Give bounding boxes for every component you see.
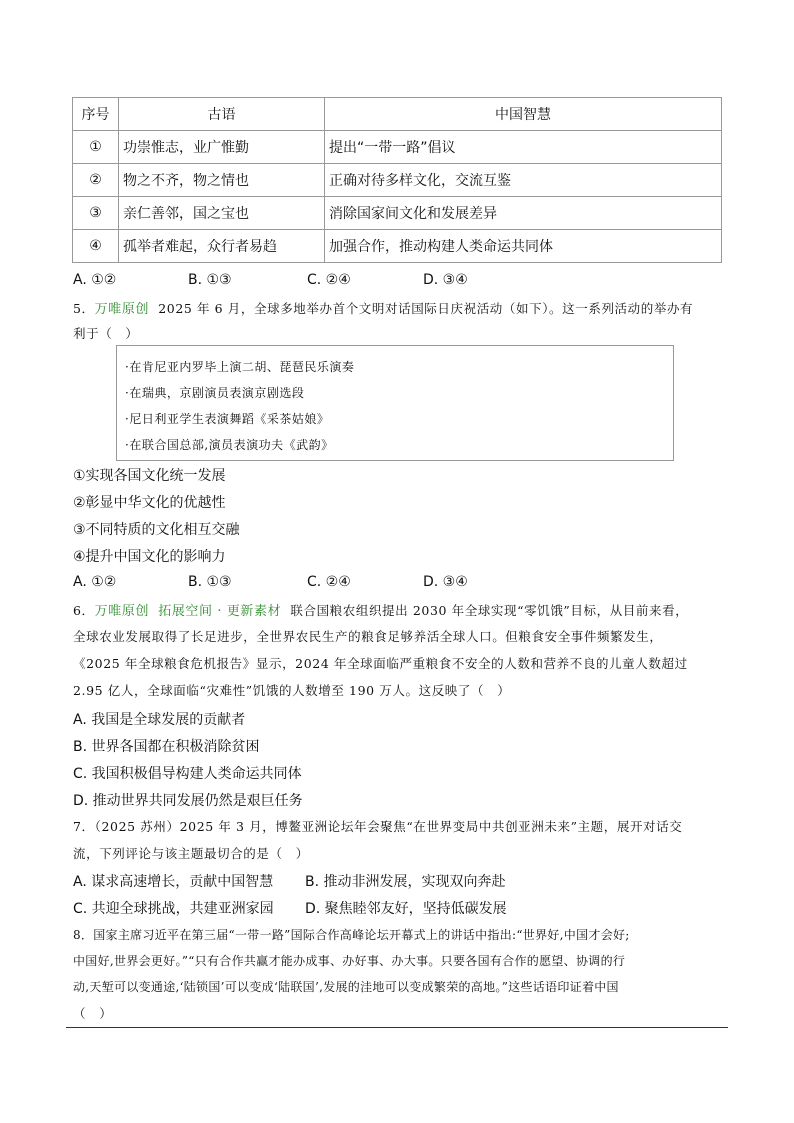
q6-option-d[interactable]: D. 推动世界共同发展仍然是艰巨任务 — [73, 793, 303, 809]
table-cell-wisdom: 消除国家间文化和发展差异 — [325, 197, 722, 230]
q6-source-tag: 万唯原创 — [94, 604, 150, 619]
table-header-row — [73, 98, 722, 131]
q8-stem-line4: （ ） — [73, 1006, 113, 1021]
q5-box-item: ·在肯尼亚内罗毕上演二胡、琵琶民乐演奏 — [125, 360, 355, 374]
q8-stem-line3: 动,天堑可以变通途,‘陆锁国’可以变成‘陆联国’,发展的洼地可以变成繁荣的高地。”这些话语印证着中国 — [73, 980, 619, 994]
q8-stem-line2: 中国好,世界会更好。”“只有合作共赢才能办成事、办好事、办大事。只要各国有合作的愿望、协调的行 — [73, 954, 626, 968]
table-cell-ancient: 亲仁善邻，国之宝也 — [119, 197, 325, 230]
table-cell-index: ④ — [73, 230, 119, 263]
q5-option-d[interactable]: D. ③④ — [423, 574, 468, 590]
table-header-index: 序号 — [73, 98, 119, 131]
q4-option-d[interactable]: D. ③④ — [423, 272, 468, 288]
q5-number: 5． — [73, 301, 95, 316]
q6-number: 6． — [73, 603, 95, 618]
q5-box-item: ·在瑞典，京剧演员表演京剧选段 — [125, 386, 305, 400]
q6-option-b[interactable]: B. 世界各国都在积极消除贫困 — [73, 739, 260, 755]
q4-option-b[interactable]: B. ①③ — [188, 272, 232, 288]
q7-option-b[interactable]: B. 推动非洲发展，实现双向奔赴 — [305, 874, 506, 890]
q5-stem-text: 2025 年 6 月，全球多地举办首个文明对话国际日庆祝活动（如下）。这一系列活动的举办有 — [158, 301, 694, 316]
table-cell-wisdom: 正确对待多样文化，交流互鉴 — [325, 164, 722, 197]
q7-stem-line1: 7．（2025 苏州）2025 年 3 月，博鳌亚洲论坛年会聚焦“在世界变局中共创亚洲未来”主题，展开对话交 — [73, 819, 683, 834]
q7-option-a[interactable]: A. 谋求高速增长，贡献中国智慧 — [73, 874, 274, 890]
q6-option-c[interactable]: C. 我国积极倡导构建人类命运共同体 — [73, 766, 302, 782]
q6-stem-text: 联合国粮农组织提出 2030 年全球实现“零饥饿”目标，从目前来看， — [290, 603, 689, 618]
table-cell-index: ② — [73, 164, 119, 197]
q7-option-c[interactable]: C. 共迎全球挑战，共建亚洲家园 — [73, 901, 274, 917]
q5-statement: ②彰显中华文化的优越性 — [73, 495, 226, 511]
q7-option-d[interactable]: D. 聚焦睦邻友好，坚持低碳发展 — [305, 901, 507, 917]
q7-stem-line2: 流，下列评论与该主题最切合的是（ ） — [73, 846, 309, 861]
table-cell-ancient: 物之不齐，物之情也 — [119, 164, 325, 197]
q5-statement: ①实现各国文化统一发展 — [73, 468, 226, 484]
q6-stem-line3: 《2025 年全球粮食危机报告》显示，2024 年全球面临严重粮食不安全的人数和营养不良的儿童人数超过 — [73, 656, 688, 671]
q5-source-tag: 万唯原创 — [94, 302, 150, 317]
table-cell-index: ③ — [73, 197, 119, 230]
page-bottom-rule — [66, 1027, 728, 1028]
q6-stem-line2: 全球农业发展取得了长足进步，全世界农民生产的粮食足够养活全球人口。但粮食安全事件频繁发生， — [73, 629, 663, 644]
q4-option-c[interactable]: C. ②④ — [307, 272, 351, 288]
q6-stem-line4: 2.95 亿人，全球面临“灾难性”饥饿的人数增至 190 万人。这反映了（ ） — [73, 683, 511, 698]
q6-material-tag: 拓展空间 · 更新素材 — [158, 604, 282, 619]
table-row — [73, 230, 722, 263]
q5-statement: ③不同特质的文化相互交融 — [73, 522, 240, 538]
table-row — [73, 164, 722, 197]
q5-option-a[interactable]: A. ①② — [73, 574, 117, 590]
q6-option-a[interactable]: A. 我国是全球发展的贡献者 — [73, 712, 246, 728]
q5-option-b[interactable]: B. ①③ — [188, 574, 232, 590]
q5-box-item: ·在联合国总部,演员表演功夫《武韵》 — [125, 438, 334, 452]
q5-stem-line2: 利于（ ） — [73, 326, 139, 341]
table-header-ancient: 古语 — [119, 98, 325, 131]
table-header-wisdom: 中国智慧 — [325, 98, 722, 131]
q5-stem-line1 — [73, 298, 693, 317]
table-cell-index: ① — [73, 131, 119, 164]
table-row — [73, 131, 722, 164]
q5-statement: ④提升中国文化的影响力 — [73, 549, 226, 565]
q6-stem-line1 — [73, 600, 688, 619]
comparison-table — [72, 97, 722, 263]
q4-option-a[interactable]: A. ①② — [73, 272, 117, 288]
q5-box-item: ·尼日利亚学生表演舞蹈《采茶姑娘》 — [125, 412, 330, 426]
table-cell-wisdom: 提出“一带一路”倡议 — [325, 131, 722, 164]
q8-stem-line1: 8．国家主席习近平在第三届“一带一路”国际合作高峰论坛开幕式上的讲话中指出:“世界好,中国才会好; — [73, 928, 630, 942]
table-cell-ancient: 孤举者难起，众行者易趋 — [119, 230, 325, 263]
q5-activity-box — [116, 345, 674, 461]
q5-option-c[interactable]: C. ②④ — [307, 574, 351, 590]
table-cell-wisdom: 加强合作，推动构建人类命运共同体 — [325, 230, 722, 263]
table-cell-ancient: 功崇惟志，业广惟勤 — [119, 131, 325, 164]
table-row — [73, 197, 722, 230]
